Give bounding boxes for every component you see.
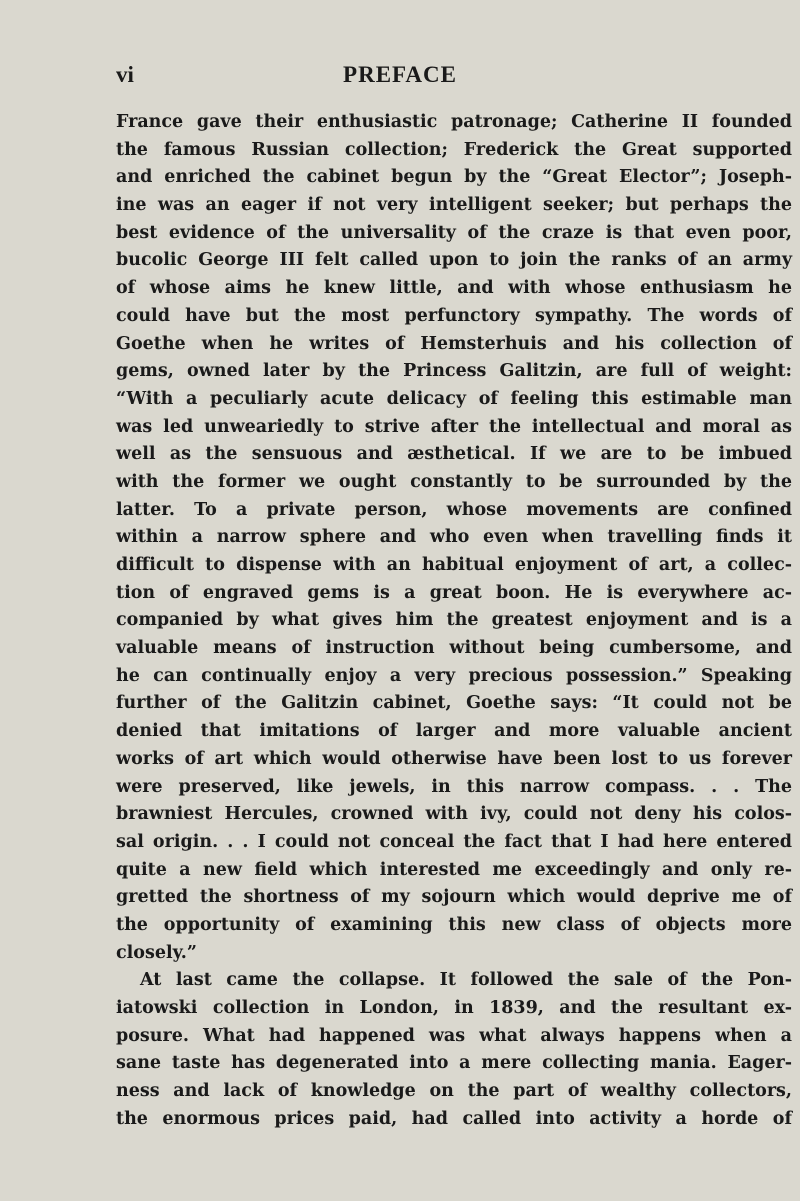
running-title: PREFACE bbox=[343, 62, 457, 87]
text-line: the opportunity of examining this new class of objects more bbox=[116, 914, 792, 935]
text-line: within a narrow sphere and who even when travelling finds it bbox=[116, 527, 792, 548]
text-line: quite a new field which interested me exceedingly and only re- bbox=[116, 859, 792, 880]
text-line: and enriched the cabinet begun by the “Great Elector”; Joseph- bbox=[116, 167, 792, 188]
text-line: iatowski collection in London, in 1839, and the resultant ex- bbox=[116, 998, 792, 1018]
text-line: “With a peculiarly acute delicacy of feeling this estimable man bbox=[116, 388, 792, 409]
text-line: well as the sensuous and æsthetical. If we are to be imbued bbox=[116, 444, 792, 465]
text-line: brawniest Hercules, crowned with ivy, could not deny his colos- bbox=[116, 804, 792, 825]
body-text bbox=[116, 109, 792, 1133]
text-line: with the former we ought constantly to be surrounded by the bbox=[116, 471, 792, 492]
text-line: the enormous prices paid, had called into activity a horde of bbox=[116, 1108, 792, 1129]
text-line: France gave their enthusiastic patronage; Catherine II founded bbox=[116, 112, 792, 132]
text-line: were preserved, like jewels, in this narrow compass. . . The bbox=[116, 776, 792, 797]
text-line: of whose aims he knew little, and with whose enthusiasm he bbox=[116, 278, 792, 299]
text-line: the famous Russian collection; Frederick the Great supported bbox=[116, 139, 792, 160]
text-line: posure. What had happened was what always happens when a bbox=[116, 1025, 792, 1046]
text-line: could have but the most perfunctory sympathy. The words of bbox=[116, 305, 792, 326]
page-header bbox=[0, 58, 800, 92]
text-line: sane taste has degenerated into a mere collecting mania. Eager- bbox=[116, 1053, 792, 1074]
text-line: tion of engraved gems is a great boon. He is everywhere ac- bbox=[116, 582, 792, 603]
text-line: he can continually enjoy a very precious possession.” Speaking bbox=[116, 665, 792, 686]
text-line: was led unweariedly to strive after the intellectual and moral as bbox=[116, 416, 792, 437]
text-line: gems, owned later by the Princess Galitzin, are full of weight: bbox=[116, 361, 792, 382]
page-number: vi bbox=[116, 62, 134, 87]
text-line: ness and lack of knowledge on the part of wealthy collectors, bbox=[116, 1081, 792, 1102]
text-line: latter. To a private person, whose movements are confined bbox=[116, 499, 792, 520]
text-line: sal origin. . . I could not conceal the fact that I had here entered bbox=[116, 831, 792, 852]
text-line: companied by what gives him the greatest enjoyment and is a bbox=[116, 610, 792, 631]
text-line: valuable means of instruction without being cumbersome, and bbox=[116, 638, 792, 659]
text-line: bucolic George III felt called upon to join the ranks of an army bbox=[116, 250, 792, 271]
text-line: closely.” bbox=[116, 942, 197, 963]
text-line: works of art which would otherwise have been lost to us forever bbox=[116, 748, 792, 769]
text-line: Goethe when he writes of Hemsterhuis and his collection of bbox=[116, 333, 792, 354]
text-line: denied that imitations of larger and more valuable ancient bbox=[116, 721, 792, 742]
text-line: gretted the shortness of my sojourn which would deprive me of bbox=[116, 887, 792, 908]
text-line: At last came the collapse. It followed the sale of the Pon- bbox=[140, 970, 792, 991]
text-line: difficult to dispense with an habitual enjoyment of art, a collec- bbox=[116, 555, 792, 575]
text-line: ine was an eager if not very intelligent seeker; but perhaps the bbox=[116, 195, 792, 216]
text-line: best evidence of the universality of the craze is that even poor, bbox=[116, 222, 792, 243]
text-line: further of the Galitzin cabinet, Goethe says: “It could not be bbox=[116, 693, 792, 714]
